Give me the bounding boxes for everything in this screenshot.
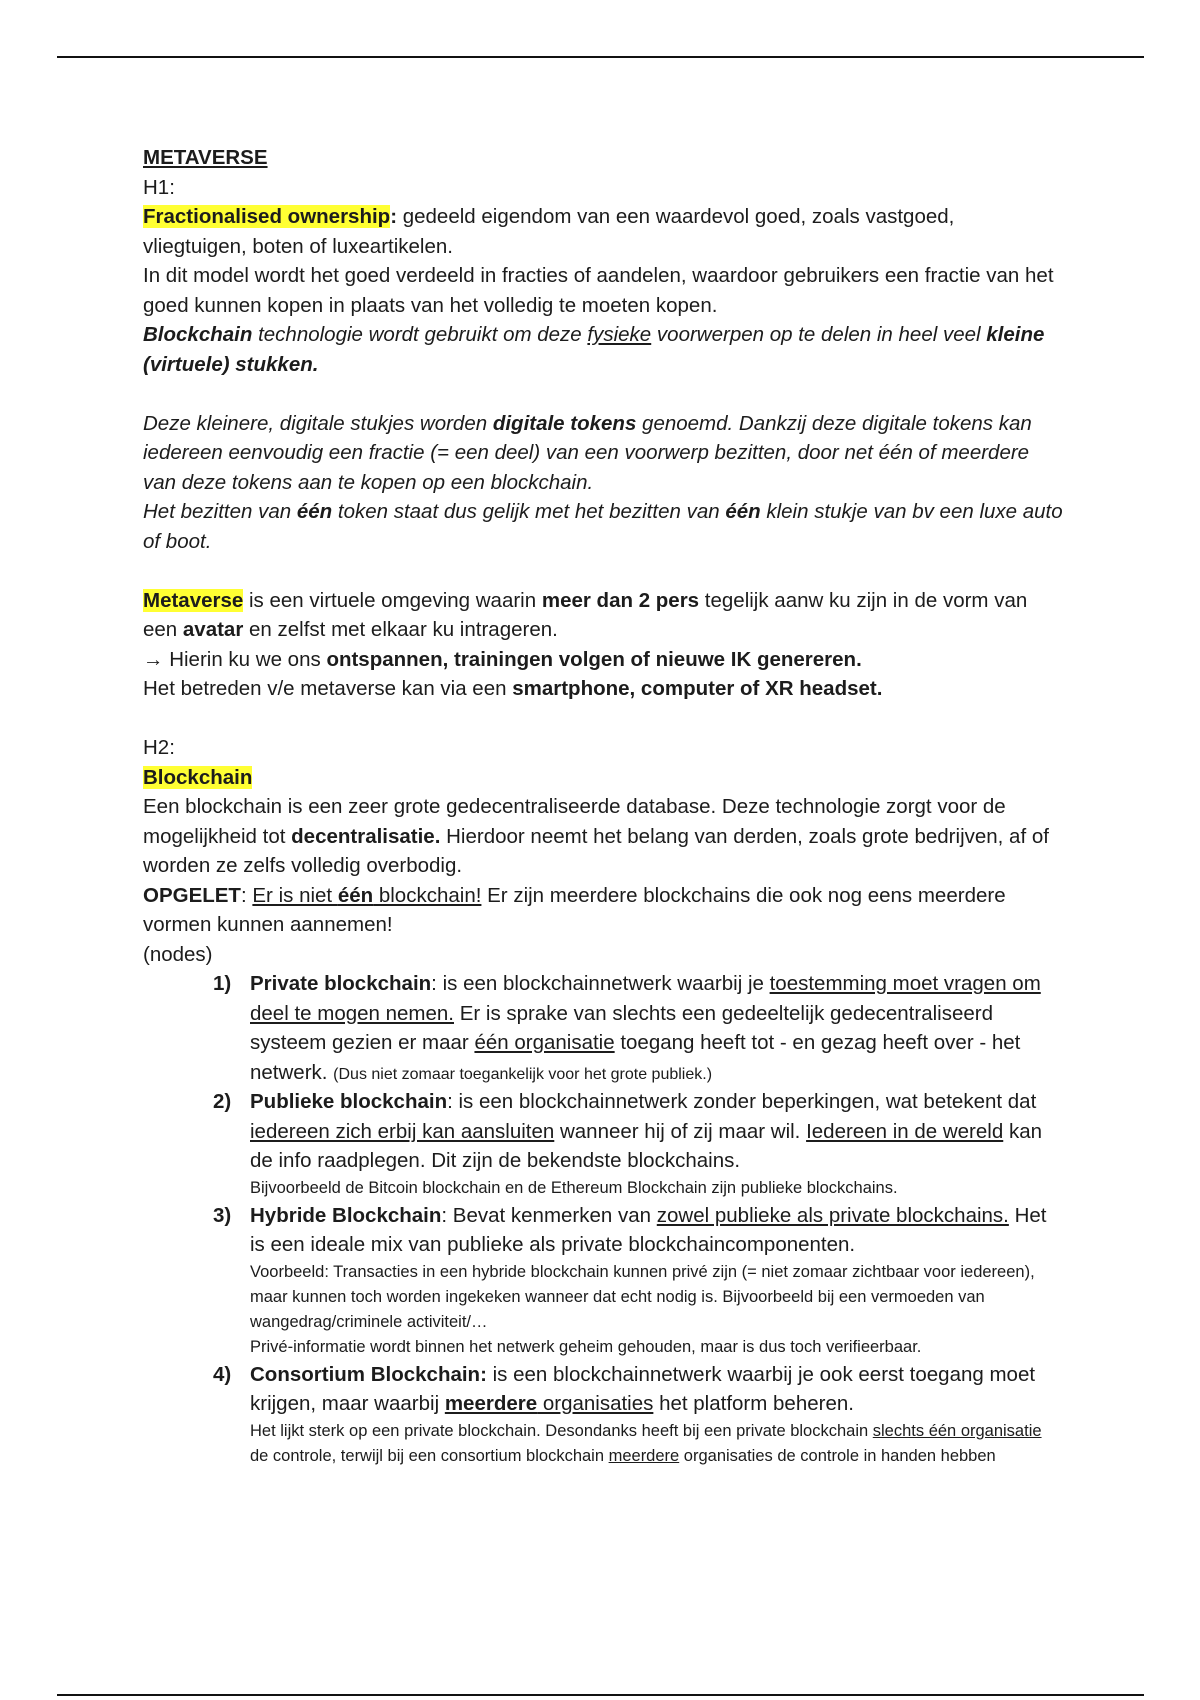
- footer-rule: [57, 1694, 1144, 1696]
- metaverse-paragraph: Metaverse is een virtuele omgeving waarin meer dan 2 pers tegelijk aanw ku zijn in de vorm van een avatar en zelfst met elkaar ku intrageren.: [143, 588, 1028, 641]
- list-item-note: Het lijkt sterk op een private blockchain. Desondanks heeft bij een private blockchain slechts één organisatie de controle, terwijl bij een consortium blockchain meerdere organisaties de controle in handen hebben: [250, 1421, 1042, 1465]
- blockchain-tech-paragraph: Blockchain technologie wordt gebruikt om deze fysieke voorwerpen op te delen in heel veel kleine (virtuele) stukken.: [143, 323, 1045, 376]
- list-item: 3) Hybride Blockchain: Bevat kenmerken van zowel publieke als private blockchains. Het is een ideale mix van publieke als private blockchaincomponenten. Voorbeeld: Transacties in een hybride blockchain kunnen privé zijn (= niet zomaar zichtbaar voor iedereen), maar kunnen toch worden ingekeken wanneer dat echt nodig is. Bijvoorbeeld bij een vermoeden van wangedrag/criminele activiteit/… Privé-informatie wordt binnen het netwerk geheim gehouden, maar is dus toch verifieerbaar.: [143, 1201, 1063, 1360]
- arrow-right-icon: →: [143, 647, 164, 671]
- token-ownership-paragraph: Het bezitten van één token staat dus gelijk met het bezitten van één klein stukje van bv een luxe auto of boot.: [143, 500, 1063, 553]
- highlighted-term: Metaverse: [143, 588, 244, 612]
- section-label-h1: H1:: [143, 175, 175, 199]
- list-item: 4) Consortium Blockchain: is een blockchainnetwerk waarbij je ook eerst toegang moet krijgen, maar waarbij meerdere organisaties het platform beheren. Het lijkt sterk op een private blockchain. Desondanks heeft bij een private blockchain slechts één organisatie de controle, terwijl bij een consortium blockchain meerdere organisaties de controle in handen hebben: [143, 1360, 1063, 1469]
- document-page: [143, 143, 1063, 1469]
- highlighted-term: Blockchain: [143, 765, 253, 789]
- arrow-paragraph: → Hierin ku we ons ontspannen, trainingen volgen of nieuwe IK genereren.: [143, 647, 862, 671]
- list-item: 1) Private blockchain: is een blockchainnetwerk waarbij je toestemming moet vragen om deel te mogen nemen. Er is sprake van slechts een gedeeltelijk gedecentraliseerd systeem gezien er maar één organisatie toegang heeft tot - en gezag heeft over - het netwerk. (Dus niet zomaar toegankelijk voor het grote publiek.): [213, 972, 1041, 1084]
- model-paragraph: In dit model wordt het goed verdeeld in fracties of aandelen, waardoor gebruikers een fractie van het goed kunnen kopen in plaats van het volledig te moeten kopen.: [143, 264, 1054, 317]
- list-item-note: Voorbeeld: Transacties in een hybride blockchain kunnen privé zijn (= niet zomaar zichtbaar voor iedereen), maar kunnen toch worden ingekeken wanneer dat echt nodig is. Bijvoorbeeld bij een vermoeden van wangedrag/criminele activiteit/…: [250, 1262, 1035, 1331]
- fractionalised-ownership-paragraph: Fractionalised ownership: gedeeld eigendom van een waardevol goed, zoals vastgoed, vliegtuigen, boten of luxeartikelen.: [143, 205, 955, 258]
- blockchain-types-list: [143, 969, 1063, 1469]
- blockchain-heading: [143, 763, 1063, 793]
- tokens-paragraph: Deze kleinere, digitale stukjes worden digitale tokens genoemd. Dankzij deze digitale tokens kan iedereen eenvoudig een fractie (= een deel) van een voorwerp bezitten, door net één of meerdere van deze tokens aan te kopen op een blockchain.: [143, 411, 1032, 494]
- header-rule: [57, 56, 1144, 58]
- list-item: 2) Publieke blockchain: is een blockchainnetwerk zonder beperkingen, wat betekent dat iedereen zich erbij kan aansluiten wanneer hij of zij maar wil. Iedereen in de wereld kan de info raadplegen. Dit zijn de bekendste blockchains. Bijvoorbeeld de Bitcoin blockchain en de Ethereum Blockchain zijn publieke blockchains.: [143, 1087, 1063, 1201]
- document-title: METAVERSE: [143, 146, 268, 169]
- blockchain-intro-paragraph: Een blockchain is een zeer grote gedecentraliseerde database. Deze technologie zorgt voor de mogelijkheid tot decentralisatie. Hierdoor neemt het belang van derden, zoals grote bedrijven, af of worden ze zelfs volledig overbodig.: [143, 795, 1049, 877]
- nodes-note: (nodes): [143, 942, 213, 966]
- list-item-note: Privé-informatie wordt binnen het netwerk geheim gehouden, maar is dus toch verifieerbaar.: [250, 1337, 922, 1356]
- warning-paragraph: OPGELET: Er is niet één blockchain! Er zijn meerdere blockchains die ook nog eens meerdere vormen kunnen aannemen!: [143, 883, 1006, 936]
- access-paragraph: Het betreden v/e metaverse kan via een smartphone, computer of XR headset.: [143, 677, 883, 700]
- section-label-h2: H2:: [143, 736, 175, 759]
- list-item-note: Bijvoorbeeld de Bitcoin blockchain en de Ethereum Blockchain zijn publieke blockchains.: [250, 1178, 898, 1197]
- highlighted-term: Fractionalised ownership: [143, 205, 391, 228]
